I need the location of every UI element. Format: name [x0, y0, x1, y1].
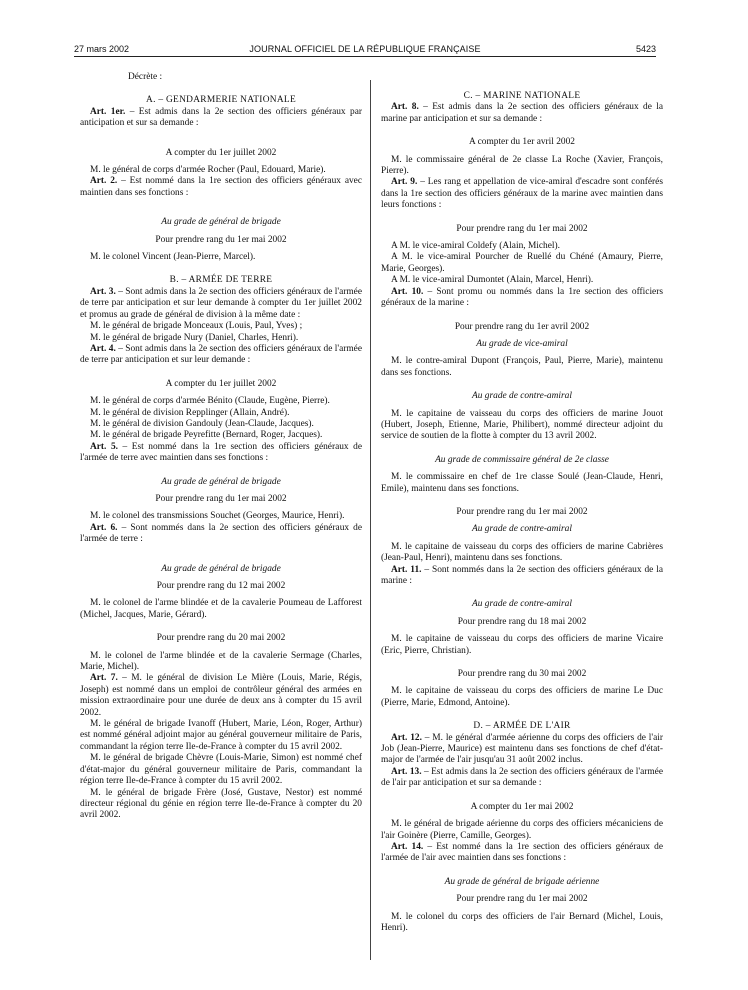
date-line: A compter du 1er juillet 2002 [165, 378, 277, 389]
article [381, 767, 663, 790]
paragraph: A M. le vice-amiral Pourcher de Ruellé du Chéné (Amaury, Pierre, Marie, Georges). [381, 252, 663, 274]
grade-line: Au grade de contre-amiral [472, 391, 572, 402]
date-line: Pour prendre rang du 1er mai 2002 [456, 506, 588, 517]
article [381, 733, 663, 767]
article-text: – Est admis dans la 2e section des officiers généraux par anticipation et sur sa demande : [80, 106, 362, 129]
header-rule [74, 56, 656, 57]
paragraph: M. le général de corps d'armée Rocher (Paul, Edouard, Marie). [90, 165, 326, 176]
article [80, 442, 362, 465]
paragraph: M. le général de brigade Ivanoff (Hubert, Marie, Léon, Roger, Arthur) est nommé général adjoint major au général gouverneur militaire de Paris, commandant la région terre Ile-de-France à compter du 15 avril 2002. [80, 719, 362, 752]
grade-line: Au grade de vice-amiral [476, 338, 568, 349]
paragraph: M. le général de division Repplinger (Allain, André). [90, 407, 290, 418]
article-text: – Sont nommés dans la 2e section des officiers généraux de la marine : [381, 564, 663, 586]
article-text: – Est nommé dans la 1re section des officiers généraux de l'armée de terre avec maintien dans ses fonctions : [80, 441, 362, 464]
paragraph: M. le capitaine de vaisseau du corps des officiers de marine Cabrières (Jean-Paul, Henri), maintenu dans ses fonctions. [381, 541, 663, 564]
paragraph: M. le général de brigade Peyrefitte (Bernard, Roger, Jacques). [90, 430, 323, 441]
article-text: – Est admis dans la 2e section des officiers généraux de la marine par anticipation et sur sa demande : [381, 102, 663, 124]
article-text: – M. le général de division Le Mière (Louis, Marie, Régis, Joseph) est nommé dans un emploi de contrôleur général des armées en mission extraordinaire pour une durée de deux ans à compter du 15 avril 2002. [80, 673, 362, 718]
right-column [381, 72, 663, 934]
article [80, 344, 362, 367]
date-line: A compter du 1er juillet 2002 [165, 147, 277, 158]
grade-line: Au grade de contre-amiral [472, 524, 572, 535]
paragraph: M. le général de brigade Frère (José, Gustave, Nestor) est nommé directeur régional du génie en région terre Ile-de-France à compter du 20 avril 2002. [80, 787, 362, 821]
article-text: – Est nommé dans la 1re section des officiers généraux avec maintien dans ses fonctions : [80, 176, 362, 198]
paragraph: M. le capitaine de vaisseau du corps des officiers de marine Vicaire (Eric, Pierre, Christian). [381, 634, 663, 656]
article [80, 107, 362, 130]
section-heading: A. – GENDARMERIE NATIONALE [146, 95, 296, 106]
paragraph: M. le commissaire général de 2e classe La Roche (Xavier, François, Pierre). [381, 154, 663, 177]
article-label: Art. 3. [90, 286, 116, 297]
article-text: – Sont promu ou nommés dans la 1re section des officiers généraux de la marine : [381, 286, 663, 309]
header-title: JOURNAL OFFICIEL DE LA RÉPUBLIQUE FRANÇAISE [249, 44, 481, 54]
article [381, 102, 663, 125]
column-divider [370, 80, 371, 960]
article-label: Art. 6. [90, 522, 118, 533]
date-line: Pour prendre rang du 1er mai 2002 [456, 223, 588, 234]
header-date: 27 mars 2002 [74, 44, 130, 54]
paragraph: M. le colonel Vincent (Jean-Pierre, Marcel). [90, 252, 256, 263]
paragraph: M. le général de corps d'armée Bénito (Claude, Eugène, Pierre). [90, 396, 330, 407]
date-line: Pour prendre rang du 12 mai 2002 [156, 581, 286, 591]
paragraph: M. le capitaine de vaisseau du corps des officiers de marine Jouot (Hubert, Joseph, Etienne, Marie, Philibert), nommé directeur adjoint du service de soutien de la flotte à compter du 13 avril 2002. [381, 408, 663, 442]
paragraph: M. le colonel du corps des officiers de l'air Bernard (Michel, Louis, Henri). [381, 911, 663, 933]
grade-line: Au grade de général de brigade [161, 563, 281, 574]
paragraph: M. le contre-amiral Dupont (François, Paul, Pierre, Marie), maintenu dans ses fonctions. [381, 356, 663, 378]
article-text: – Sont admis dans la 2e section des officiers généraux de l'armée de terre par anticipation et sur leur demande : [80, 343, 362, 366]
date-line: Pour prendre rang du 30 mai 2002 [457, 669, 587, 680]
paragraph: A M. le vice-amiral Coldefy (Alain, Michel). [391, 241, 560, 252]
section-heading: B. – ARMÉE DE TERRE [169, 275, 273, 286]
paragraph: M. le général de brigade Nury (Daniel, Charles, Henri). [90, 332, 299, 343]
paragraph: M. le général de brigade Monceaux (Louis, Paul, Yves) ; [90, 321, 303, 332]
article [381, 287, 663, 310]
article-text: – Sont admis dans la 2e section des officiers généraux de l'armée de terre par anticipation et sur leur demande à compter du 1er juillet 2002 et promus au grade de général de division à la même date : [80, 286, 362, 320]
paragraph: M. le colonel de l'arme blindée et de la cavalerie Sermage (Charles, Marie, Michel). [80, 650, 362, 673]
section-heading: D. – ARMÉE DE L'AIR [473, 721, 571, 732]
article-label: Art. 13. [391, 766, 422, 777]
date-line: Pour prendre rang du 20 mai 2002 [156, 633, 286, 644]
paragraph: M. le général de brigade Chèvre (Louis-Marie, Simon) est nommé chef d'état-major du général gouverneur militaire de Paris, commandant la région terre Ile-de-France à compter du 15 avril 2002. [80, 753, 362, 787]
article [381, 177, 663, 211]
section-heading: C. – MARINE NATIONALE [463, 91, 581, 101]
article [80, 287, 362, 321]
article [80, 523, 362, 546]
article-label: Art. 11. [391, 564, 422, 575]
paragraph: M. le général de division Gandouly (Jean-Claude, Jacques). [90, 418, 314, 429]
article-label: Art. 12. [391, 732, 422, 743]
article-text: – Est nommé dans la 1re section des officiers généraux de l'armée de l'air avec maintien dans ses fonctions : [381, 841, 663, 864]
date-line: Pour prendre rang du 1er avril 2002 [454, 321, 590, 332]
page-number: 5423 [635, 44, 656, 54]
article-label: Art. 2. [90, 176, 118, 187]
date-line: Pour prendre rang du 1er mai 2002 [155, 493, 287, 504]
grade-line: Au grade de contre-amiral [472, 599, 572, 610]
left-column [80, 72, 362, 822]
paragraph: M. le général de brigade aérienne du corps des officiers mécaniciens de l'air Goinère (Pierre, Camille, Georges). [381, 819, 663, 841]
paragraph: M. le colonel des transmissions Souchet (Georges, Maurice, Henri). [90, 511, 345, 522]
article-label: Art. 7. [90, 673, 118, 684]
date-line: A compter du 1er mai 2002 [470, 801, 574, 812]
article-text: – Les rang et appellation de vice-amiral d'escadre sont conférés dans la 1re section des officiers généraux de la marine avec maintien dans leurs fonctions : [381, 177, 663, 211]
article-label: Art. 5. [90, 441, 118, 452]
paragraph: A M. le vice-amiral Dumontet (Alain, Marcel, Henri). [391, 275, 594, 286]
grade-line: Au grade de commissaire général de 2e classe [435, 454, 609, 465]
article-label: Art. 4. [90, 343, 116, 354]
paragraph: M. le capitaine de vaisseau du corps des officiers de marine Le Duc (Pierre, Marie, Edmond, Antoine). [381, 686, 663, 708]
grade-line: Au grade de général de brigade [161, 217, 281, 228]
article-label: Art. 8. [391, 102, 419, 113]
date-line: Pour prendre rang du 1er mai 2002 [456, 894, 588, 905]
article-text: – Est admis dans la 2e section des officiers généraux de l'armée de l'air par anticipation et sur sa demande : [381, 766, 663, 789]
article-label: Art. 10. [391, 286, 424, 297]
article-label: Art. 9. [391, 177, 418, 188]
article-text: – Sont nommés dans la 2e section des officiers généraux de l'armée de terre : [80, 522, 362, 545]
article-label: Art. 1er. [90, 106, 126, 117]
paragraph: M. le colonel de l'arme blindée et de la cavalerie Poumeau de Lafforest (Michel, Jacques, Marie, Gérard). [80, 598, 362, 620]
article [381, 842, 663, 865]
date-line: Pour prendre rang du 18 mai 2002 [457, 616, 587, 627]
grade-line: Au grade de général de brigade aérienne [444, 876, 600, 887]
article-label: Art. 14. [391, 841, 424, 852]
article [80, 673, 362, 719]
article-text: – M. le général d'armée aérienne du corps des officiers de l'air Job (Jean-Pierre, Maurice) est maintenu dans ses fonctions de chef d'état-major de l'armée de l'air jusqu'au 31 août 2002 inclus. [381, 732, 663, 766]
paragraph: M. le commissaire en chef de 1re classe Soulé (Jean-Claude, Henri, Emile), maintenu dans ses fonctions. [381, 472, 663, 494]
date-line: A compter du 1er avril 2002 [469, 137, 575, 148]
grade-line: Au grade de général de brigade [161, 476, 281, 487]
decree-intro: Décrète : [128, 72, 163, 82]
date-line: Pour prendre rang du 1er mai 2002 [155, 234, 287, 245]
article [381, 565, 663, 588]
article [80, 176, 362, 199]
